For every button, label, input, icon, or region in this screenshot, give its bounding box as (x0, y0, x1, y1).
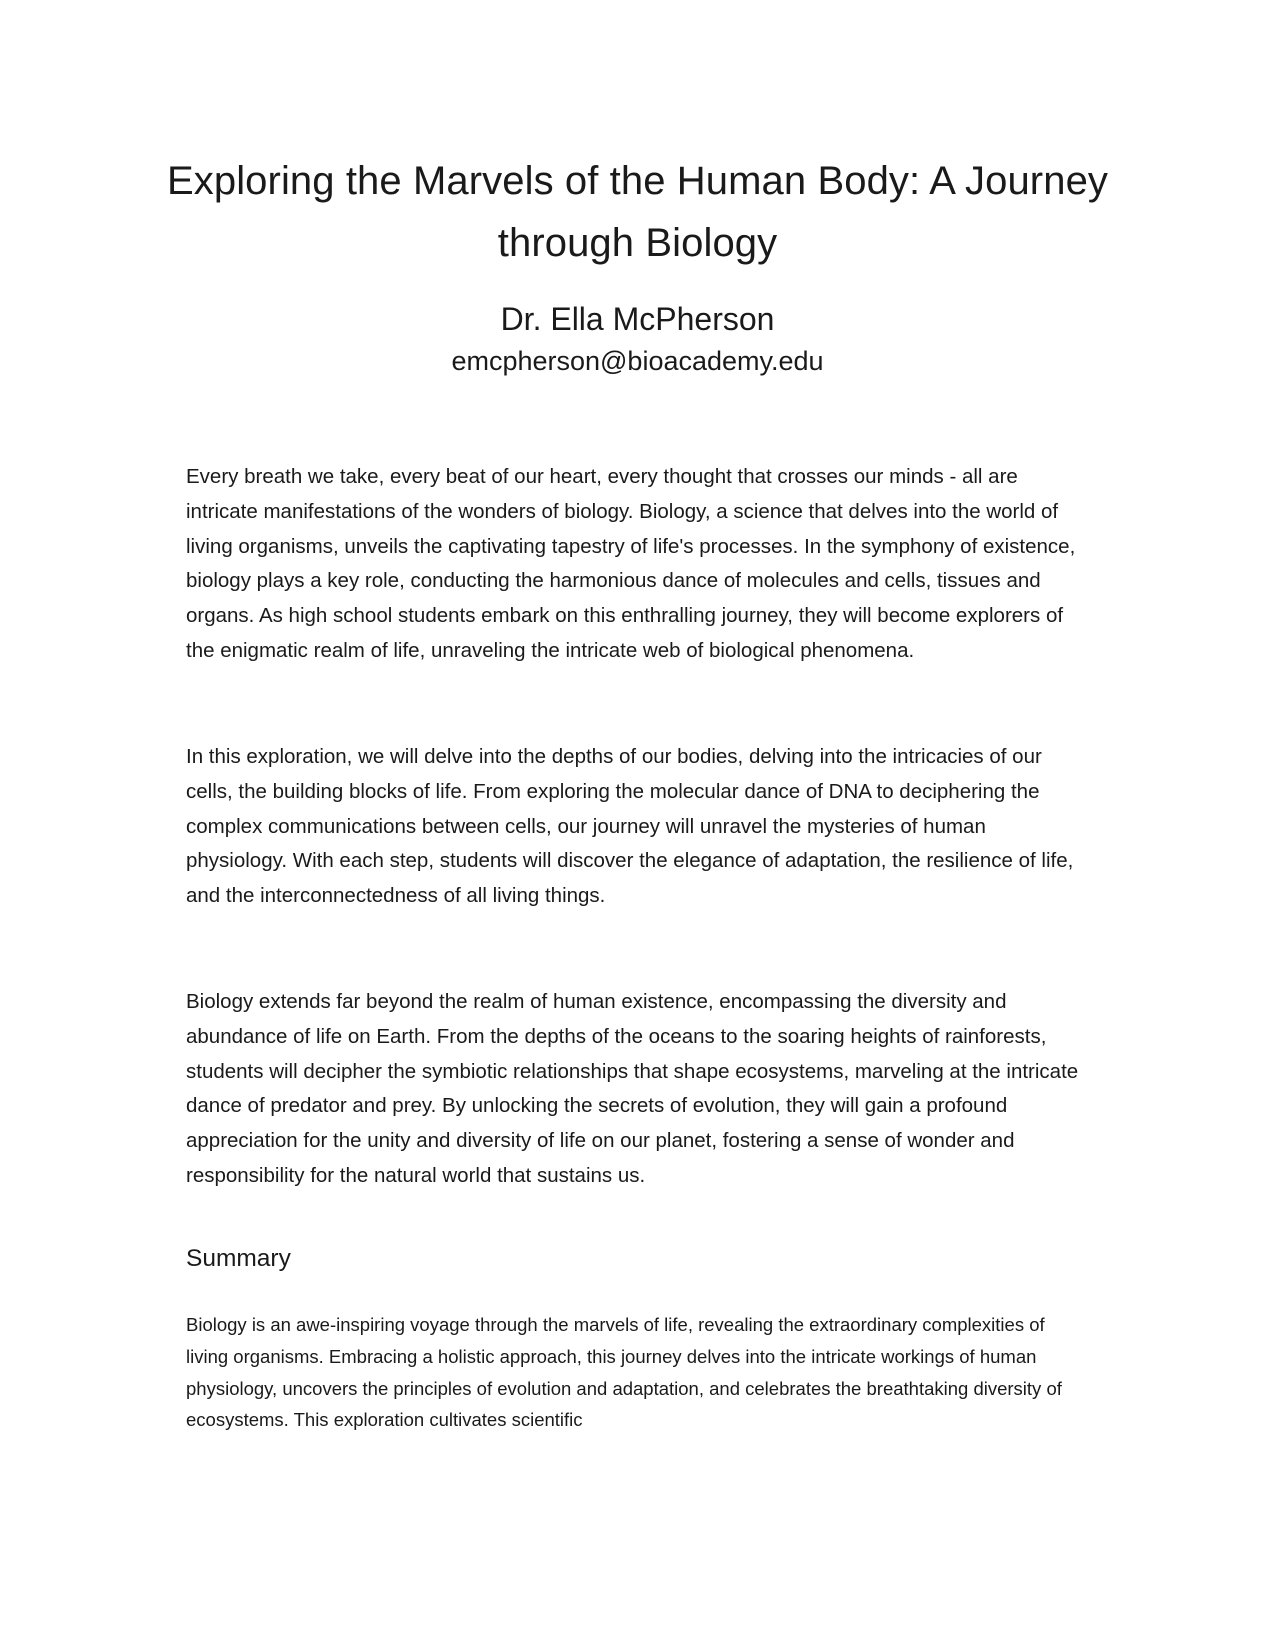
body-paragraph-1: Every breath we take, every beat of our heart, every thought that crosses our minds - all are intricate manifestations of the wonders of biology. Biology, a science that delves into the world of living organisms, unveils the captivating tapestry of life's processes. In the symphony of existence, biology plays a key role, conducting the harmonious dance of molecules and cells, tissues and organs. As high school students embark on this enthralling journey, they will become explorers of the enigmatic realm of life, unraveling the intricate web of biological phenomena. (186, 465, 1076, 662)
author-email: emcpherson@bioacademy.edu (451, 346, 824, 376)
summary-heading: Summary (186, 1245, 291, 1272)
body-paragraph-2: In this exploration, we will delve into the depths of our bodies, delving into the intricacies of our cells, the building blocks of life. From exploring the molecular dance of DNA to deciphering the complex communications between cells, our journey will unravel the mysteries of human physiology. With each step, students will discover the elegance of adaptation, the resilience of life, and the interconnectedness of all living things. (186, 745, 1074, 908)
author-name: Dr. Ella McPherson (500, 301, 775, 337)
summary-text: Biology is an awe-inspiring voyage through the marvels of life, revealing the extraordinary complexities of living organisms. Embracing a holistic approach, this journey delves into the intricate workings of human physiology, uncovers the principles of evolution and adaptation, and celebrates the breathtaking diversity of ecosystems. This exploration cultivates scientific (186, 1314, 1062, 1431)
body-paragraph-3: Biology extends far beyond the realm of human existence, encompassing the diversity and abundance of life on Earth. From the depths of the oceans to the soaring heights of rainforests, students will decipher the symbiotic relationships that shape ecosystems, marveling at the intricate dance of predator and prey. By unlocking the secrets of evolution, they will gain a profound appreciation for the unity and diversity of life on our planet, fostering a sense of wonder and responsibility for the natural world that sustains us. (186, 990, 1079, 1187)
document-title: Exploring the Marvels of the Human Body: A Journey through Biology (166, 159, 1109, 265)
